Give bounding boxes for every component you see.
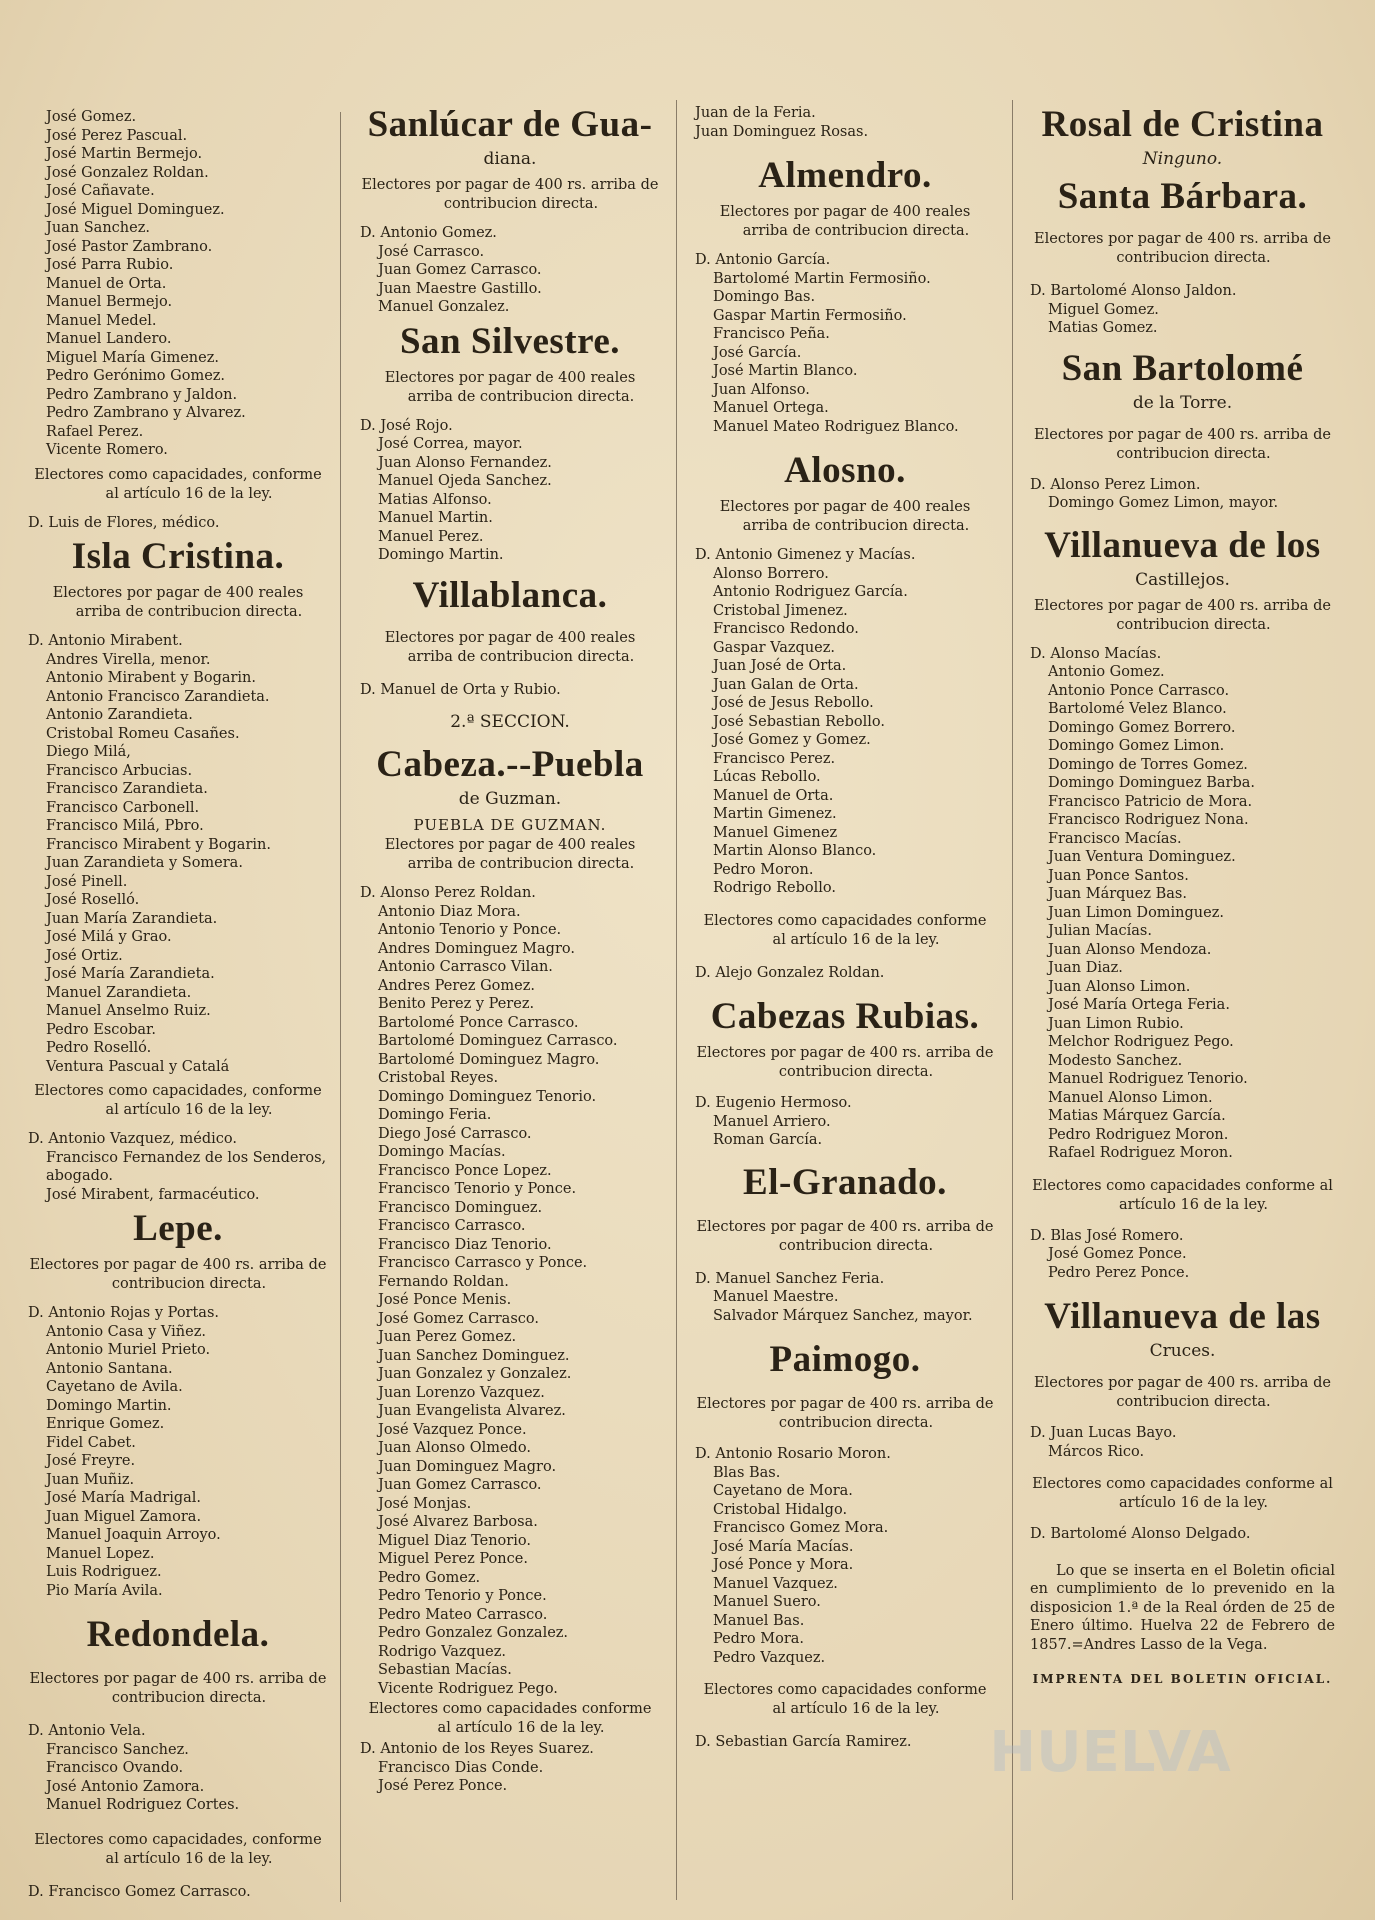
elector-name: Antonio Mirabent y Bogarin. [46,670,257,686]
elector-name: Juan Maestre Gastillo. [378,280,542,297]
elector-name: José Gomez. [46,109,137,125]
elector-condition: Electores por pagar de 400 reales arriba de contribucion directa. [384,369,636,405]
elector-name: José Vazquez Ponce. [378,1421,527,1438]
elector-name: Domingo Macías. [378,1144,506,1160]
elector-name: Manuel Perez. [378,528,484,545]
elector-name: Antonio Tenorio y Ponce. [378,922,562,938]
column-rule [340,112,341,1902]
list-head: D. Sebastian García Ramirez. [695,1734,912,1750]
elector-list [28,651,328,1077]
town-subheading: Ninguno. [1142,149,1223,169]
elector-name: José Roselló. [46,892,140,908]
elector-name: José Ponce Menis. [378,1292,512,1308]
elector-list [28,1323,328,1601]
elector-name: Miguel María Gimenez. [46,349,219,366]
elector-name: Juan Sanchez Dominguez. [378,1347,570,1364]
list-head: D. José Rojo. [360,417,453,434]
elector-condition: Electores como capacidades, conforme al artículo 16 de la ley. [34,1831,322,1867]
elector-name: Francisco Gomez Mora. [713,1520,889,1536]
elector-name: Pedro Rodriguez Moron. [1048,1126,1229,1143]
elector-name: Manuel Zarandieta. [46,984,192,1001]
elector-name: Bartolomé Ponce Carrasco. [378,1014,579,1031]
elector-name: Manuel Medel. [46,312,157,329]
elector-name: Enrique Gomez. [46,1416,165,1432]
elector-name: José Gomez Carrasco. [378,1310,539,1327]
elector-list [695,565,995,898]
column-rule [1012,100,1013,1900]
elector-name: Manuel Alonso Limon. [1048,1089,1213,1106]
elector-name: Francisco Tenorio y Ponce. [378,1181,577,1197]
elector-name: Manuel Gimenez [713,824,838,841]
elector-name: Domingo Feria. [378,1107,492,1123]
elector-name: Domingo Dominguez Tenorio. [378,1088,597,1105]
elector-name: Antonio Gomez. [1048,664,1165,680]
list-head: D. Alonso Perez Roldan. [360,885,536,901]
elector-name: José Martin Bermejo. [46,146,203,162]
elector-name: Manuel Vazquez. [713,1575,838,1592]
elector-name: Manuel Gonzalez. [378,299,510,315]
elector-condition: Electores por pagar de 400 reales arriba de contribucion directa. [719,499,971,534]
elector-name: José María Madrigal. [46,1490,202,1506]
list-head: D. Antonio Vela. [28,1723,146,1739]
elector-name: José Gomez y Gomez. [713,732,871,748]
elector-name: Pio María Avila. [46,1582,163,1599]
elector-name: Matias Márquez García. [1048,1108,1226,1124]
elector-name: Domingo Martin. [46,1397,172,1414]
elector-name: Domingo Gomez Limon. [1048,738,1225,754]
elector-name: Juan Dominguez Magro. [378,1458,557,1475]
elector-name: Cristobal Jimenez. [713,602,848,619]
elector-name: Pedro Zambrano y Jaldon. [46,386,238,403]
closing-note: Lo que se inserta en el Boletin oficial en cumplimiento de lo prevenido en la disposicion 1.ª de la Real órden de 25 de Enero último. Huelva 22 de Febrero de 1857.=Andres Lasso de la Vega. [1030,1562,1335,1653]
elector-name: Domingo Bas. [713,289,816,305]
elector-name: Manuel Bermejo. [46,294,173,310]
elector-name: Lúcas Rebollo. [713,769,821,785]
town-heading: Cabezas Rubias. [710,996,980,1037]
elector-list [28,108,328,460]
list-head: D. Manuel Sanchez Feria. [695,1270,885,1287]
elector-name: Pedro Gomez. [378,1569,481,1586]
elector-name: Rodrigo Vazquez. [378,1643,506,1660]
elector-name: Manuel de Orta. [713,787,834,804]
elector-name: José Milá y Grao. [46,929,172,945]
elector-list [360,1759,660,1796]
elector-name: José Gomez Ponce. [1048,1246,1187,1262]
list-head: D. Antonio García. [695,252,831,268]
elector-name: José Parra Rubio. [46,257,174,273]
elector-name: Domingo Gomez Borrero. [1048,719,1236,736]
town-heading: Paimogo. [769,1339,921,1380]
elector-name: Vicente Romero. [46,442,168,458]
town-heading: Isla Cristina. [71,536,285,577]
town-heading: San Silvestre. [399,320,621,362]
town-subheading: de la Torre. [1132,392,1233,413]
town-heading: Alosno. [784,450,906,491]
elector-name: Antonio Zarandieta. [46,707,193,723]
elector-name: Cristobal Reyes. [378,1070,499,1086]
elector-name: Andres Dominguez Magro. [378,940,575,957]
elector-name: Pedro Mora. [713,1631,805,1647]
elector-name: José Gonzalez Roldan. [46,164,209,181]
town-heading: Cabeza.--Puebla [376,743,644,785]
elector-name: Antonio Francisco Zarandieta. [46,688,270,705]
town-subheading: Castillejos. [1135,569,1230,590]
elector-name: Francisco Zarandieta. [46,781,208,797]
elector-name: Francisco Carbonell. [46,799,200,816]
elector-name: Domingo Martin. [378,547,504,563]
elector-name: Melchor Rodriguez Pego. [1048,1034,1234,1050]
elector-name: Juan Galan de Orta. [713,676,859,693]
town-heading: Santa Bárbara. [1057,176,1308,217]
elector-name: Francisco Fernandez de los Senderos, abogado. [46,1149,327,1184]
town-heading: Villablanca. [412,574,608,616]
elector-name: Luis Rodriguez. [46,1564,162,1580]
elector-condition: Electores como capacidades, conforme al artículo 16 de la ley. [34,466,322,502]
elector-list [695,270,995,437]
elector-name: José Pastor Zambrano. [46,238,213,255]
elector-name: José Antonio Zamora. [46,1778,205,1795]
elector-name: Gaspar Martin Fermosiño. [713,307,907,324]
printer-footer: IMPRENTA DEL BOLETIN OFICIAL. [1032,1672,1333,1686]
elector-name: Juan Muñiz. [46,1471,135,1488]
elector-name: Antonio Santana. [46,1360,173,1377]
elector-name: Manuel Mateo Rodriguez Blanco. [713,418,959,435]
elector-list [28,1149,328,1205]
elector-name: Pedro Gonzalez Gonzalez. [378,1625,569,1641]
list-head: D. Alonso Perez Limon. [1030,476,1201,493]
elector-name: Rafael Rodriguez Moron. [1048,1145,1233,1161]
elector-name: Modesto Sanchez. [1048,1052,1183,1069]
elector-name: Manuel de Orta. [46,275,167,292]
elector-name: Manuel Ortega. [713,400,829,416]
column-1 [28,108,328,1901]
elector-name: Alonso Borrero. [713,565,829,582]
elector-name: Cayetano de Avila. [46,1379,183,1395]
elector-name: José María Macías. [713,1538,854,1555]
elector-name: Juan Limon Rubio. [1048,1015,1184,1032]
elector-name: Fidel Cabet. [46,1434,136,1451]
elector-name: José Martin Blanco. [713,363,858,379]
list-head: D. Antonio Mirabent. [28,633,183,649]
elector-list [695,1288,995,1325]
elector-name: Manuel Arriero. [713,1113,831,1130]
elector-name: José Monjas. [378,1495,472,1512]
elector-name: Francisco Patricio de Mora. [1048,793,1253,810]
elector-list [1030,1245,1335,1282]
elector-name: Manuel Maestre. [713,1289,839,1305]
elector-name: Juan José de Orta. [713,658,847,674]
elector-name: Cristobal Hidalgo. [713,1501,848,1518]
elector-name: Juan Evangelista Alvarez. [378,1403,566,1419]
elector-name: Juan Miguel Zamora. [46,1508,202,1525]
elector-name: José Alvarez Barbosa. [378,1514,538,1530]
elector-name: Juan de la Feria. [695,105,816,121]
list-head: D. Antonio Gimenez y Macías. [695,547,916,563]
elector-condition: Electores como capacidades conforme al artículo 16 de la ley. [1032,1177,1333,1213]
elector-condition: Electores por pagar de 400 reales arriba de contribucion directa. [719,204,971,239]
town-heading: El-Granado. [743,1161,947,1203]
elector-name: Juan Alonso Olmedo. [378,1440,531,1456]
elector-name: Francisco Milá, Pbro. [46,818,204,834]
elector-condition: Electores por pagar de 400 rs. arriba de contribucion directa. [29,1257,327,1292]
elector-name: Francisco Rodriguez Nona. [1048,812,1249,828]
elector-name: José Freyre. [46,1453,136,1469]
elector-name: Rafael Perez. [46,423,144,440]
town-heading: Villanueva de las [1044,1296,1321,1337]
elector-name: Ventura Pascual y Catalá [46,1058,230,1075]
elector-name: Domingo Gomez Limon, mayor. [1048,495,1279,511]
elector-condition: Electores por pagar de 400 rs. arriba de contribucion directa. [696,1045,994,1080]
elector-name: Julian Macías. [1048,923,1152,939]
elector-name: Francisco Arbucias. [46,762,193,779]
elector-name: Rodrigo Rebollo. [713,880,836,896]
elector-name: Francisco Perez. [713,750,836,767]
elector-name: José Ponce y Mora. [713,1557,854,1573]
elector-name: Márcos Rico. [1048,1443,1145,1460]
elector-name: Juan Alonso Fernandez. [378,454,552,471]
elector-list [360,903,660,1699]
column-3 [695,104,995,1752]
elector-name: José María Ortega Feria. [1048,997,1230,1013]
elector-name: José María Zarandieta. [46,966,215,982]
town-heading: San Bartolomé [1061,347,1304,389]
elector-name: Diego José Carrasco. [378,1125,532,1142]
elector-name: José Sebastian Rebollo. [713,713,885,730]
elector-name: Francisco Carrasco. [378,1218,526,1234]
elector-name: Pedro Escobar. [46,1021,156,1038]
elector-name: Juan Gomez Carrasco. [378,1477,542,1493]
elector-list [360,243,660,317]
elector-name: Francisco Diaz Tenorio. [378,1236,552,1253]
elector-name: José Cañavate. [46,183,155,199]
list-head: D. Alonso Macías. [1030,645,1162,662]
elector-name: Cristobal Romeu Casañes. [46,725,240,742]
elector-condition: Electores como capacidades, conforme al artículo 16 de la ley. [34,1083,322,1118]
elector-name: Francisco Dominguez. [378,1199,543,1216]
elector-name: Domingo de Torres Gomez. [1048,756,1248,773]
list-head: D. Antonio Gomez. [360,225,497,241]
town-heading: Lepe. [133,1208,223,1249]
elector-name: Juan Alonso Mendoza. [1048,941,1212,958]
elector-condition: Electores por pagar de 400 rs. arriba de contribucion directa. [29,1671,327,1706]
elector-list [695,1113,995,1150]
elector-name: Manuel Martin. [378,510,493,526]
elector-name: Juan Limon Dominguez. [1048,904,1224,921]
elector-name: Juan Zarandieta y Somera. [46,855,243,871]
elector-name: Juan María Zarandieta. [46,910,218,927]
section-heading: 2.ª SECCION. [450,712,570,732]
elector-name: Antonio Carrasco Vilan. [378,959,553,975]
elector-name: José Ortiz. [46,947,123,964]
elector-name: Manuel Ojeda Sanchez. [378,473,552,489]
elector-name: Miguel Diaz Tenorio. [378,1532,531,1549]
elector-list [1030,494,1335,513]
elector-name: Diego Milá, [46,744,131,760]
elector-name: Pedro Perez Ponce. [1048,1264,1190,1281]
list-head: D. Bartolomé Alonso Delgado. [1030,1526,1251,1542]
elector-list [1030,663,1335,1163]
elector-list [1030,1443,1335,1462]
list-head: D. Alejo Gonzalez Roldan. [695,964,885,981]
elector-name: Pedro Vazquez. [713,1649,826,1666]
locality-heading: PUEBLA DE GUZMAN. [413,815,607,834]
elector-condition: Electores por pagar de 400 rs. arriba de contribucion directa. [1034,597,1331,633]
elector-name: Juan Ventura Dominguez. [1048,849,1236,865]
elector-name: Antonio Rodriguez García. [713,584,908,600]
elector-name: Manuel Rodriguez Cortes. [46,1797,240,1813]
elector-name: Roman García. [713,1132,823,1148]
elector-list [1030,301,1335,338]
elector-condition: Electores como capacidades conforme al artículo 16 de la ley. [703,1682,987,1717]
elector-name: Juan Lorenzo Vazquez. [378,1384,545,1401]
elector-condition: Electores como capacidades conforme al artículo 16 de la ley. [1032,1476,1333,1511]
elector-condition: Electores por pagar de 400 rs. arriba de contribucion directa. [1034,231,1331,266]
column-2 [360,100,660,1796]
elector-name: Juan Dominguez Rosas. [695,123,869,140]
elector-name: Bartolomé Velez Blanco. [1048,701,1227,717]
elector-name: Andres Virella, menor. [46,651,211,668]
elector-name: Manuel Anselmo Ruiz. [46,1003,211,1019]
list-head: D. Francisco Gomez Carrasco. [28,1883,251,1900]
elector-name: Matias Alfonso. [378,491,492,508]
town-heading: Sanlúcar de Gua- [367,104,653,145]
town-heading: Rosal de Cristina [1041,104,1324,145]
elector-name: Sebastian Macías. [378,1662,512,1678]
list-head: D. Juan Lucas Bayo. [1030,1425,1177,1441]
elector-name: Bartolomé Martin Fermosiño. [713,270,931,287]
elector-name: Juan Perez Gomez. [378,1329,517,1345]
elector-name: Pedro Zambrano y Alvarez. [46,405,246,421]
elector-name: Francisco Peña. [713,326,830,342]
elector-name: Cayetano de Mora. [713,1483,853,1499]
list-head: D. Antonio Vazquez, médico. [28,1131,237,1147]
elector-name: Juan Sanchez. [46,220,150,236]
elector-name: Juan Gonzalez y Gonzalez. [378,1366,572,1382]
list-head: D. Antonio Rojas y Portas. [28,1305,219,1321]
elector-name: Andres Perez Gomez. [378,977,535,994]
elector-name: Antonio Diaz Mora. [378,903,521,920]
archive-stamp-watermark: HUELVA [989,1720,1231,1785]
elector-name: Bartolomé Dominguez Carrasco. [378,1033,618,1049]
elector-name: Juan Alfonso. [713,381,810,398]
elector-name: Francisco Mirabent y Bogarin. [46,836,271,853]
elector-name: Manuel Landero. [46,331,172,347]
elector-name: Gaspar Vazquez. [713,639,836,656]
elector-name: Manuel Suero. [713,1594,821,1610]
elector-name: José Pinell. [46,873,128,890]
list-head: D. Antonio Rosario Moron. [695,1446,891,1462]
list-head: D. Manuel de Orta y Rubio. [360,681,561,698]
town-heading: Almendro. [758,155,932,196]
elector-name: Francisco Ovando. [46,1760,184,1776]
elector-name: Francisco Redondo. [713,621,859,637]
elector-name: Antonio Muriel Prieto. [46,1342,211,1358]
elector-name: Miguel Perez Ponce. [378,1551,528,1567]
list-head: D. Eugenio Hermoso. [695,1095,852,1111]
elector-name: José Correa, mayor. [378,436,523,452]
elector-name: Martin Alonso Blanco. [713,843,877,859]
elector-name: Juan Gomez Carrasco. [378,262,542,278]
elector-name: Pedro Moron. [713,861,814,878]
elector-name: Pedro Mateo Carrasco. [378,1606,548,1623]
list-head: D. Bartolomé Alonso Jaldon. [1030,283,1237,299]
elector-name: Blas Bas. [713,1464,781,1481]
list-head: D. Luis de Flores, médico. [28,514,220,531]
elector-name: José de Jesus Rebollo. [713,695,874,711]
elector-name: Benito Perez y Perez. [378,996,535,1012]
elector-name: Pedro Tenorio y Ponce. [378,1588,547,1604]
elector-name: Francisco Dias Conde. [378,1759,544,1776]
elector-name: Francisco Macías. [1048,830,1182,847]
elector-name: Matias Gomez. [1048,320,1158,336]
elector-list [695,1464,995,1668]
elector-name: José Perez Pascual. [46,127,188,144]
elector-name: Martin Gimenez. [713,806,837,822]
elector-name: Manuel Joaquin Arroyo. [46,1527,221,1543]
elector-name: Vicente Rodriguez Pego. [378,1680,558,1697]
elector-condition: Electores por pagar de 400 rs. arriba de contribucion directa. [1034,426,1331,462]
column-rule [676,100,677,1900]
elector-name: Antonio Ponce Carrasco. [1048,682,1230,699]
elector-name: José García. [713,344,802,361]
town-subheading: de Guzman. [458,788,562,809]
elector-list [695,104,995,141]
town-subheading: Cruces. [1149,1341,1216,1361]
elector-name: Francisco Sanchez. [46,1741,189,1758]
elector-name: Juan Ponce Santos. [1048,867,1189,884]
town-heading: Villanueva de los [1044,524,1321,566]
elector-condition: Electores por pagar de 400 rs. arriba de contribucion directa. [361,177,659,212]
elector-name: Fernando Roldan. [378,1273,509,1290]
town-heading: Redondela. [86,1614,270,1655]
elector-name: Francisco Ponce Lopez. [378,1162,552,1179]
elector-name: José Carrasco. [378,243,485,260]
list-head: D. Antonio de los Reyes Suarez. [360,1741,594,1757]
elector-list [360,435,660,565]
elector-name: Pedro Gerónimo Gomez. [46,368,226,384]
elector-name: Pedro Roselló. [46,1040,152,1056]
elector-name: Juan Diaz. [1048,960,1123,976]
column-4 [1030,100,1335,1689]
elector-name: Antonio Casa y Viñez. [46,1323,206,1340]
elector-name: Domingo Dominguez Barba. [1048,775,1256,791]
elector-name: Manuel Bas. [713,1612,805,1629]
elector-name: José Perez Ponce. [378,1778,508,1794]
elector-condition: Electores por pagar de 400 rs. arriba de contribucion directa. [1034,1375,1331,1410]
elector-list [28,1741,328,1815]
elector-name: Manuel Lopez. [46,1545,155,1562]
elector-condition: Electores por pagar de 400 reales arriba de contribucion directa. [52,585,304,620]
elector-condition: Electores como capacidades conforme al artículo 16 de la ley. [368,1701,652,1736]
elector-name: Manuel Rodriguez Tenorio. [1048,1071,1248,1087]
elector-condition: Electores por pagar de 400 rs. arriba de contribucion directa. [696,1218,994,1254]
elector-condition: Electores como capacidades conforme al artículo 16 de la ley. [703,912,987,948]
elector-name: Juan Márquez Bas. [1048,886,1187,902]
elector-condition: Electores por pagar de 400 reales arriba de contribucion directa. [384,629,636,665]
elector-name: Salvador Márquez Sanchez, mayor. [713,1307,973,1324]
list-head: D. Blas José Romero. [1030,1227,1184,1244]
elector-name: Bartolomé Dominguez Magro. [378,1051,600,1068]
town-subheading: diana. [483,149,537,169]
elector-name: José Miguel Dominguez. [46,201,225,218]
elector-name: Juan Alonso Limon. [1048,978,1191,995]
elector-name: Miguel Gomez. [1048,301,1159,318]
elector-condition: Electores por pagar de 400 reales arriba de contribucion directa. [384,837,636,872]
elector-name: José Mirabent, farmacéutico. [46,1186,260,1203]
elector-name: Francisco Carrasco y Ponce. [378,1255,588,1271]
elector-condition: Electores por pagar de 400 rs. arriba de contribucion directa. [696,1396,994,1431]
